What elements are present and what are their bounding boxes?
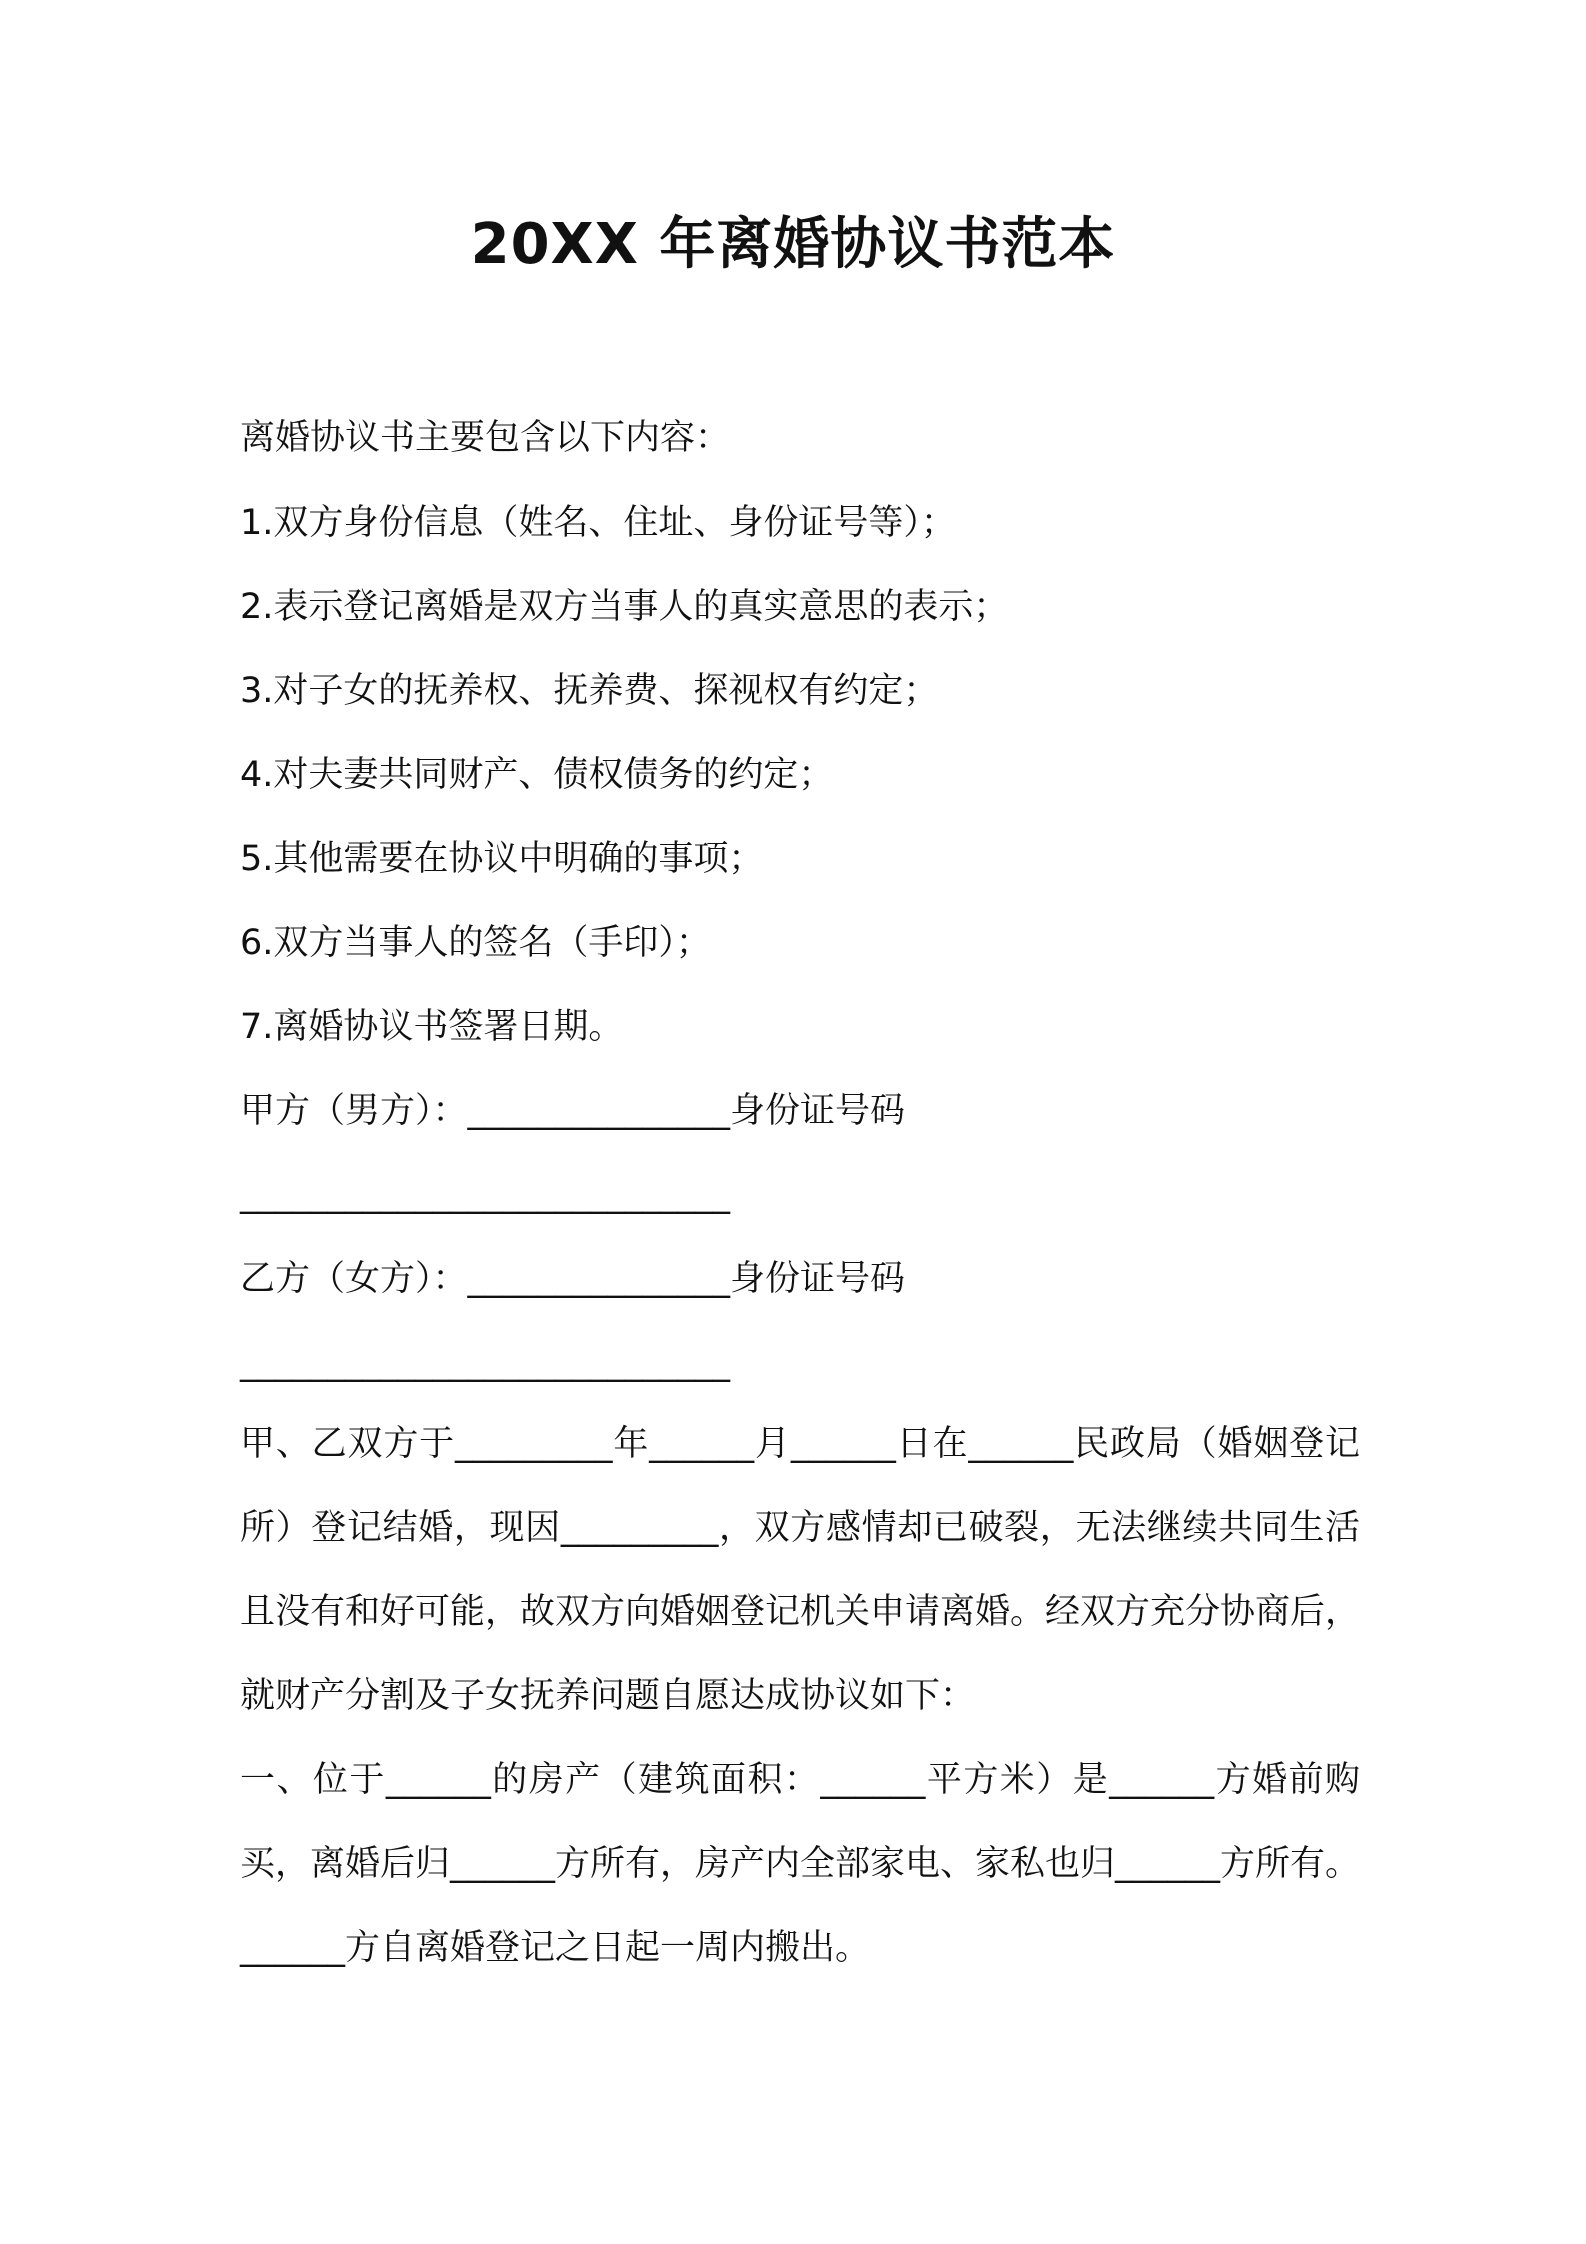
content-item-5: 5.其他需要在协议中明确的事项； <box>240 839 764 879</box>
party-b-line: 乙方（女方）：_______________身份证号码 <box>240 1259 906 1299</box>
content-item-4: 4.对夫妻共同财产、债权债务的约定； <box>240 755 834 795</box>
document-title: 20XX 年离婚协议书范本 <box>470 212 1116 277</box>
content-item-6: 6.双方当事人的签名（手印）； <box>240 923 711 963</box>
intro-text: 离婚协议书主要包含以下内容： <box>240 418 731 458</box>
marriage-paragraph: 甲、乙双方于_________年______月______日在______民政局（婚姻登记所）登记结婚，现因_________，双方感情却已破裂，无法继续共同生活且没有和好可能，故双方向婚姻登记机关申请离婚。经双方充分协商后，就财产分割及子女抚养问题自愿达成协议如下： <box>240 1424 1361 1716</box>
property-paragraph: 一、位于______的房产（建筑面积：______平方米）是______方婚前购买，离婚后归______方所有，房产内全部家电、家私也归______方所有。______方自离婚登记之日起一周内搬出。 <box>240 1760 1361 1968</box>
content-item-1: 1.双方身份信息（姓名、住址、身份证号等）； <box>240 503 956 543</box>
party-a-line: 甲方（男方）：_______________身份证号码 <box>240 1091 906 1131</box>
content-item-7: 7.离婚协议书签署日期。 <box>240 1007 624 1047</box>
party-b-id-blank: ____________________________ <box>240 1343 730 1383</box>
party-a-id-blank: ____________________________ <box>240 1175 730 1215</box>
content-item-3: 3.对子女的抚养权、抚养费、探视权有约定； <box>240 671 939 711</box>
content-item-2: 2.表示登记离婚是双方当事人的真实意思的表示； <box>240 587 1009 627</box>
